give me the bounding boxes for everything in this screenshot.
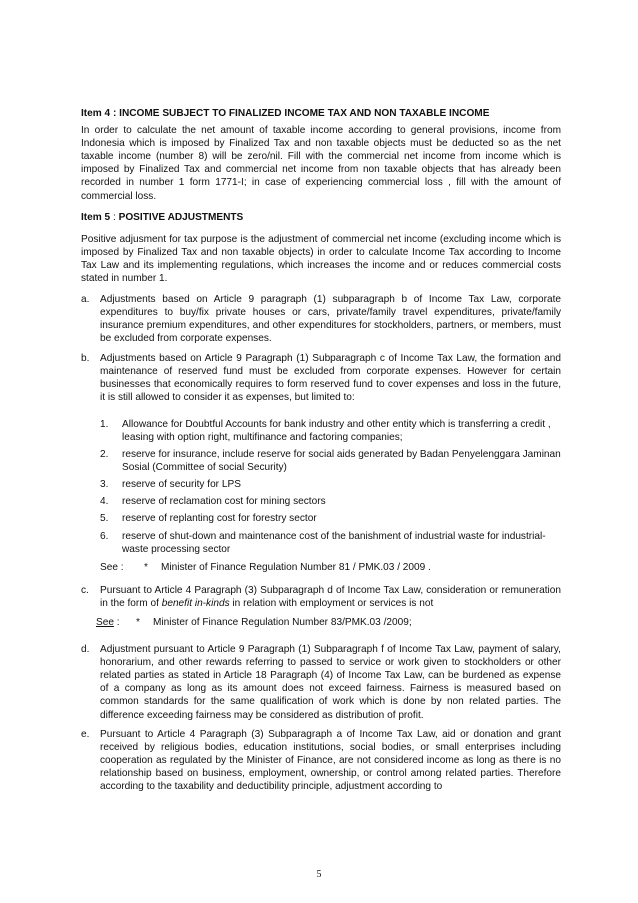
item5-intro: Positive adjusment for tax purpose is the adjustment of commercial net income (excluding income which is imposed by Finalized Tax and non taxable objects) in order to calculate Income Tax according to Income Tax Law and its implementing regulations, which increases the income and or reduces commercial costs stated in number 1. xyxy=(81,233,561,285)
item5-heading-prefix: Item 5 xyxy=(81,211,113,223)
see-label-wrap xyxy=(96,616,136,629)
list-text-before: Pursuant to Article 4 Paragraph (3) Subparagraph d of Income Tax Law, consideration or remuneration in the form of xyxy=(100,584,561,609)
see-reference-b xyxy=(100,561,561,574)
list-label: b. xyxy=(81,352,90,364)
see-label: See : xyxy=(100,561,124,573)
list-text-italic: benefit in-kinds xyxy=(161,597,230,609)
sublist-item xyxy=(100,478,561,491)
reserve-sublist xyxy=(81,418,561,556)
list-text-after: in relation with employment or services is not xyxy=(229,597,434,609)
sublist-text: reserve of reclamation cost for mining sectors xyxy=(122,496,326,508)
list-label: c. xyxy=(81,584,89,596)
list-item-e xyxy=(81,728,561,793)
sublist-item xyxy=(100,530,561,556)
sublist-text: reserve for insurance, include reserve for social aids generated by Badan Penyelenggara Jaminan Sosial (Committee of social Security) xyxy=(122,449,561,474)
sublist-number: 2. xyxy=(100,449,109,461)
item5-heading-colon: : xyxy=(112,211,116,223)
sublist-text: reserve of security for LPS xyxy=(122,479,241,491)
list-text: Adjustments based on Article 9 paragraph (1) subparagraph b of Income Tax Law, corporate expenditures to buy/fix private houses or cars, private/family travel expenditures, private/family insurance premium expenditures, and other expenditures for stockholders, partners, or members, must be excluded from corporate expenses. xyxy=(100,294,561,345)
see-reference-c xyxy=(96,616,561,629)
sublist-item xyxy=(100,495,561,508)
sublist-text: reserve of shut-down and maintenance cost of the banishment of industrial waste for industrial-waste processing sector xyxy=(122,530,546,555)
see-text: Minister of Finance Regulation Number 83/PMK.03 /2009; xyxy=(153,617,412,628)
see-colon: : xyxy=(113,617,120,628)
sublist-number: 5. xyxy=(100,513,109,525)
sublist-item xyxy=(100,448,561,474)
sublist-text: Allowance for Doubtful Accounts for bank industry and other entity which is transferring a credit , leasing with option right, multifinance and factoring companies; xyxy=(122,418,551,443)
page-content xyxy=(81,107,561,799)
item5-heading xyxy=(81,211,561,224)
list-item-a xyxy=(81,293,561,345)
sublist-text: reserve of replanting cost for forestry sector xyxy=(122,513,317,525)
sublist-number: 4. xyxy=(100,496,109,508)
sublist-number: 6. xyxy=(100,530,109,542)
list-label: a. xyxy=(81,294,90,306)
list-text: Adjustments based on Article 9 Paragraph (1) Subparagraph c of Income Tax Law, the formation and maintenance of reserved fund must be excluded from corporate expenses. However for certain businesses that economically requires to form reserved fund to cover expenses and loss in the future, it is still allowed to consider it as expenses, but limited to: xyxy=(100,352,561,403)
item5-heading-title: POSITIVE ADJUSTMENTS xyxy=(115,211,244,223)
list-item-c xyxy=(81,584,561,610)
list-text: Adjustment pursuant to Article 9 Paragraph (1) Subparagraph f of Income Tax Law, payment of salary, honorarium, and other rewards referring to passed to service or work given to stockholders or other related parties as stated in Article 18 Paragraph (4) of Income Tax Law, can be burdened as expense of a company as long as its amount does not exceed fairness. Fairness is measured based on common standards for the same qualification of work which is done by non related parties. The difference exceeding fairness may be considered as distribution of profit. xyxy=(100,644,561,721)
list-item-b xyxy=(81,352,561,404)
sublist-number: 1. xyxy=(100,418,109,430)
see-star: * xyxy=(136,617,140,628)
see-star: * xyxy=(144,561,148,573)
page-number: 5 xyxy=(316,869,322,880)
item4-paragraph: In order to calculate the net amount of taxable income according to general provisions, income from Indonesia which is imposed by Finalized Tax and non taxable objects must be deducted so as the net taxable income (number 8) will be zero/nil. Fill with the commercial net income from income which is imposed by Finalized Tax and commercial net income from non taxable objects that has already been recorded in number 1 form 1771-I; in case of experiencing commercial loss , fill with the amount of commercial loss. xyxy=(81,125,561,202)
sublist-item xyxy=(100,512,561,525)
see-text: Minister of Finance Regulation Number 81 / PMK.03 / 2009 . xyxy=(161,561,431,573)
list-label: e. xyxy=(81,728,90,740)
item4-heading: Item 4 : INCOME SUBJECT TO FINALIZED INCOME TAX AND NON TAXABLE INCOME xyxy=(81,108,490,119)
see-label: See xyxy=(96,617,114,628)
list-label: d. xyxy=(81,644,90,656)
list-text: Pursuant to Article 4 Paragraph (3) Subparagraph a of Income Tax Law, aid or donation and grant received by religious bodies, education institutions, social bodies, or small enterprises including cooperation as regulated by the Minister of Finance, are not considered income as long as there is no relationship based on business, employment, ownership, or control among related parties. Therefore according to the taxability and deductibility principle, adjustment according to xyxy=(100,728,561,793)
sublist-number: 3. xyxy=(100,479,109,491)
sublist-item xyxy=(100,418,561,444)
list-item-d xyxy=(81,643,561,722)
